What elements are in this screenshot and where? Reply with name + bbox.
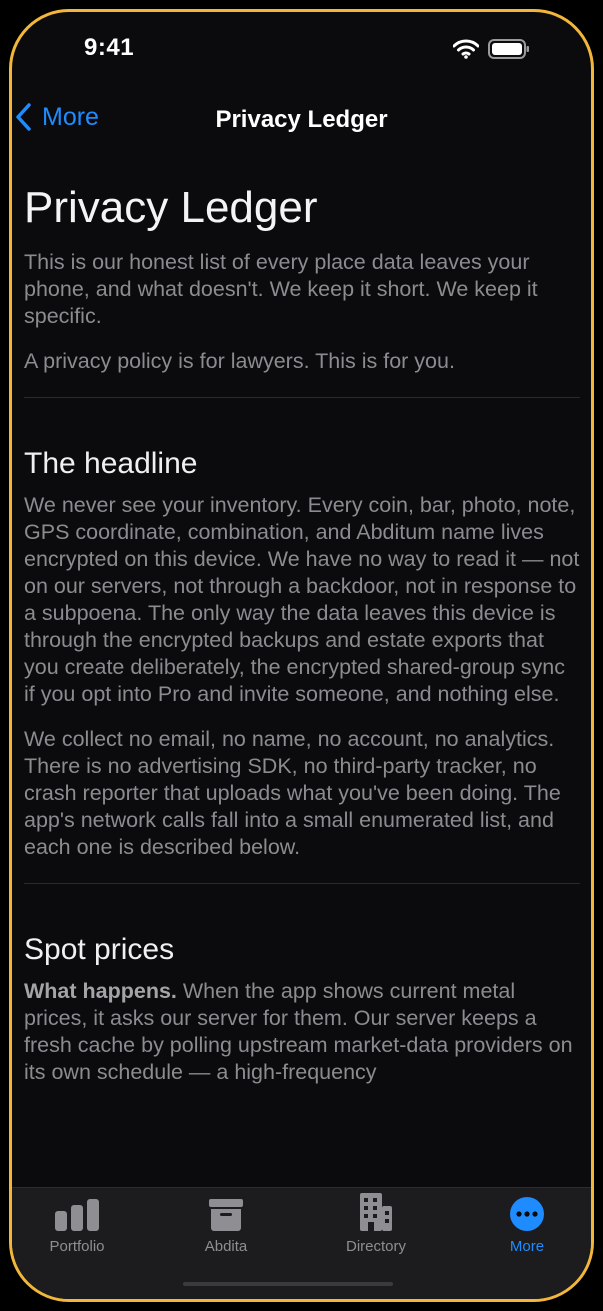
building-icon <box>359 1192 393 1232</box>
tab-label: Abdita <box>204 1238 248 1255</box>
intro-paragraph: A privacy policy is for lawyers. This is for you. <box>24 348 455 373</box>
section-paragraph: We never see your inventory. Every coin, bar, photo, note, GPS coordinate, combination, and Abditum name lives encrypted on this device. We have no way to read it — not on our servers, not through a backdoor, not in response to a subpoena. The only way the data leaves this device is through the encrypted backups and estate exports that you create deliberately, the encrypted shared-group sync if you opt into Pro and invite someone, and nothing else. <box>24 492 580 706</box>
tab-portfolio[interactable] <box>12 1198 142 1255</box>
section-heading: Spot prices <box>24 932 175 966</box>
nav-title: Privacy Ledger <box>215 106 388 133</box>
phone-frame <box>9 9 594 1302</box>
tab-abdita[interactable] <box>161 1198 291 1255</box>
tab-directory[interactable] <box>311 1198 441 1255</box>
page-title: Privacy Ledger <box>24 183 318 232</box>
status-time: 9:41 <box>84 34 135 61</box>
section-heading: The headline <box>24 446 198 480</box>
tab-label: Directory <box>345 1238 406 1255</box>
section-paragraph <box>24 978 580 1086</box>
tab-label: Portfolio <box>49 1238 105 1255</box>
paragraph-text: When the app shows current metal prices, it asks our server for them. Our server keeps a fresh cache by polling upstream market-data providers on its own schedule — a high-frequency <box>24 978 573 1084</box>
divider <box>24 397 580 398</box>
back-label: More <box>42 102 99 131</box>
intro-paragraph: This is our honest list of every place data leaves your phone, and what doesn't. We keep it short. We keep it specific. <box>24 249 538 328</box>
scroll-content[interactable] <box>24 182 580 1104</box>
chart-bars-icon <box>54 1198 100 1232</box>
navigation-bar <box>12 92 591 148</box>
divider <box>24 883 580 884</box>
more-circle-icon <box>509 1196 545 1232</box>
archive-box-icon <box>208 1198 244 1232</box>
home-indicator <box>183 1282 393 1286</box>
paragraph-lead: What happens. <box>24 978 177 1003</box>
battery-icon <box>488 39 530 64</box>
tab-more[interactable] <box>462 1198 592 1255</box>
tab-label: More <box>509 1238 545 1255</box>
status-bar <box>12 12 591 82</box>
section-paragraph: We collect no email, no name, no account, no analytics. There is no advertising SDK, no third-party tracker, no crash reporter that uploads what you've been doing. The app's network calls fall into a small enumerated list, and each one is described below. <box>24 726 561 859</box>
wifi-icon <box>453 39 479 64</box>
